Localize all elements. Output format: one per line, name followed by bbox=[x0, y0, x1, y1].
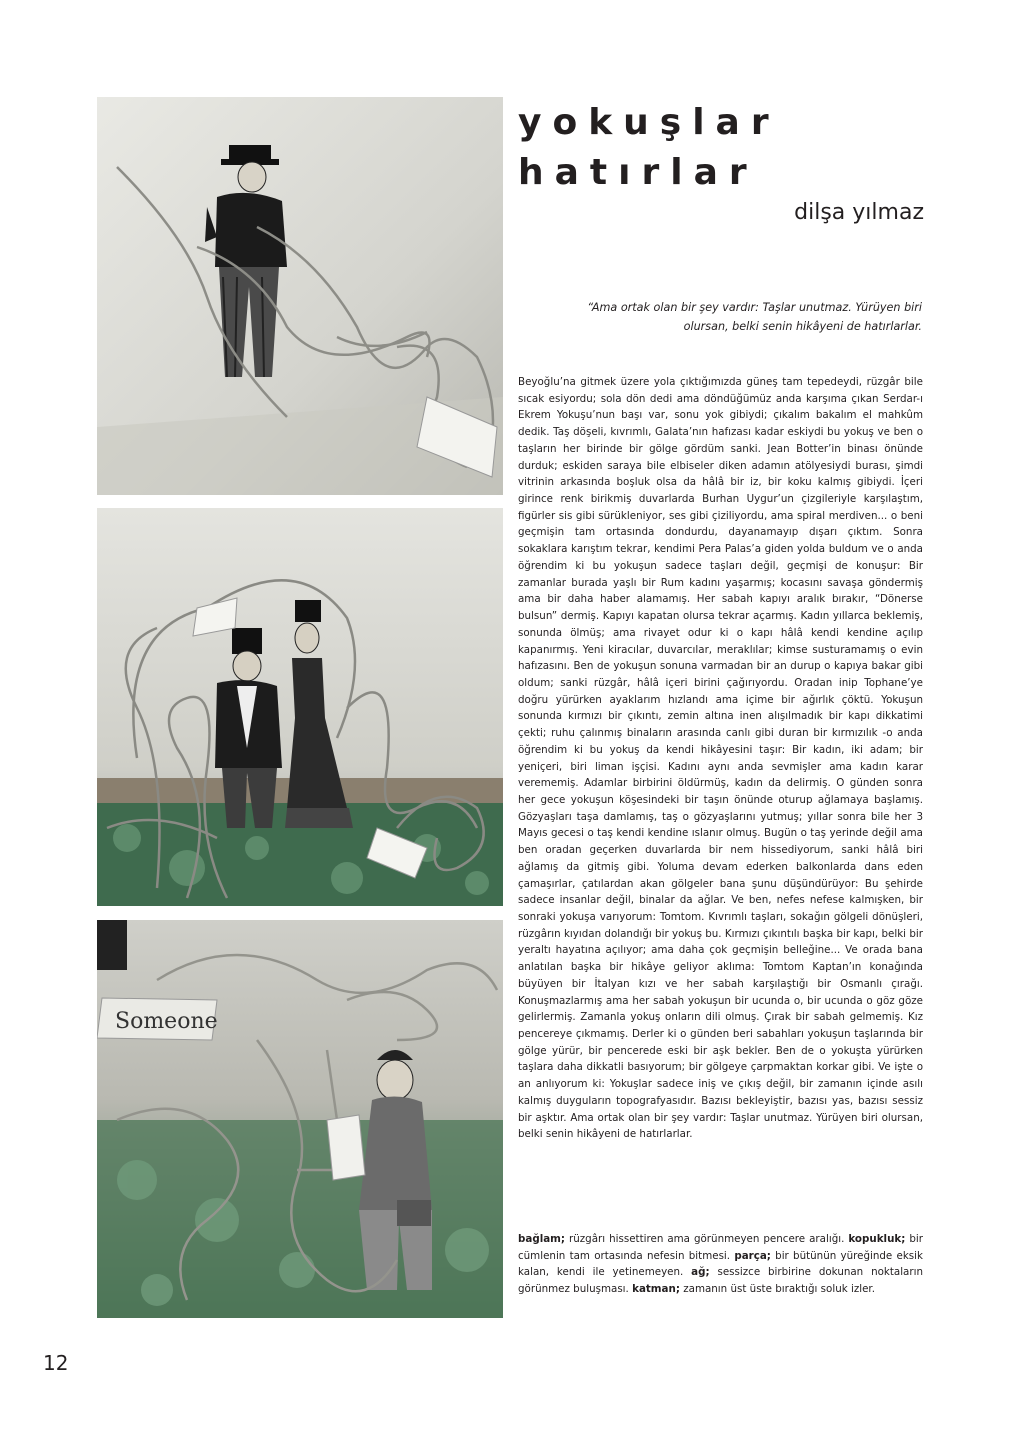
glossary-term: katman; bbox=[632, 1283, 680, 1296]
glossary-definition: bir bütünün yüreğinde eksik kalan, kendi ile yetinemeyen. bbox=[518, 1249, 923, 1279]
glossary-term: kopukluk; bbox=[848, 1233, 906, 1245]
article-title-line2: hatırlar bbox=[518, 152, 758, 193]
author-name: dilşa yılmaz bbox=[794, 200, 924, 225]
epigraph-quote: “Ama ortak olan bir şey vardır: Taşlar unutmaz. Yürüyen biri olursan, belki senin hikâyeni de hatırlarlar. bbox=[587, 301, 922, 333]
glossary-definition: rüzgârı hissettiren ama görünmeyen pencere aralığı. bbox=[565, 1233, 849, 1245]
glossary-term: bağlam; bbox=[518, 1233, 566, 1245]
glossary-term: parça; bbox=[734, 1249, 771, 1262]
page-number: 12 bbox=[43, 1351, 69, 1375]
glossary bbox=[518, 1231, 923, 1298]
glossary-definition: bir cümlenin tam ortasında nefesin bitmesi. bbox=[518, 1233, 924, 1262]
photo-wire-figure-someone bbox=[97, 920, 503, 1318]
photo-wire-figure-gentleman bbox=[97, 97, 503, 495]
article-body: Beyoğlu’na gitmek üzere yola çıktığımızda güneş tam tepedeydi, rüzgâr bile sıcak esiyordu; sola dön dedi ama döndüğümüz anda karşıma çıkan Serdar-ı Ekrem Yokuşu’nun başı var, sonu yok gibiydi; çıkalım bakalım el mahkûm dedik. Taş döşeli, kıvrımlı, Galata’nın hafızası kadar eskiydi bu yokuş ve ben o taşların her birinde bir gölge gördüm sanki. Jean Botter’in binası önünde durduk; eskiden saraya bile elbiseler diken adamın atölyesiydi burası, şimdi vitrinin arkasında boşluk olsa da hâlâ bir iz, bir koku kalmış gibiydi. İçeri girince renk birikmiş duvarlarda Burhan Uygur’un çizgileriyle karşılaştım, figürler sis gibi sürükleniyor, ses gibi çiziliyordu, ama spiral merdiven... o beni geçmişin tam ortasında dondurdu, dayanamayıp dışarı çıktım. Sonra sokaklara karıştım tekrar, kendimi Pera Palas’a giden yolda buldum ve o anda öğrendim ki bu yokuşun sadece taşları değil, geçmişi de konuşur: Bir zamanlar burada yaşlı bir Rum kadını yaşarmış; kocasını savaşa göndermiş ama bir daha haber alamamış. Her sabah kapıyı aralık bırakır, “Dönerse bulsun” dermiş. Kapıyı kapatan olursa tekrar açarmış. Kadın yıllarca beklemiş, sonunda ölmüş; ama rivayet odur ki o kapı hâlâ kendi kendine açılıp kapanırmış. Yeni kiracılar, duvarcılar, meraklılar; kimse susturamamış o evin hafızasını. Ben de yokuşun sonuna varmadan bir an durup o kapıya bakar gibi oldum; sanki rüzgâr, hâlâ içeri birini çağırıyordu. Oradan inip Tophane’ye doğru yürürken ayaklarım hızlandı ama içime bir ağırlık çöktü. Yokuşun sonunda kırmızı bir çıkıntı, zemin altına inen alışılmadık bir kapı dikkatimi çekti; ruhu çalınmış binaların arasında canlı gibi duran bir kırmızılık -o anda öğrendim ki bu yokuş da kendi hikâyesini taşır: Bir kadın, iki adam; bir yeniçeri, biri liman işçisi. Kadını aynı anda sevmişler ama kadın karar verememiş. Adamlar birbirini öldürmüş, kadın da delirmiş. O günden sonra her gece yokuşun köşesindeki bir taşın önünde oturup ağlamaya başlamış. Gözyaşları taşa damlamış, taş o gözyaşlarını yutmuş; yıllar sonra bile her 3 Mayıs gecesi o taş kendi kendine ıslanır olmuş. Bugün o taş yerinde değil ama ben oradan geçerken duvarlarda bir nem hissediyorum, sanki hâlâ biri ağlamış da gitmiş gibi. Yoluma devam ederken balkonlarda dans eden çamaşırlar, çatılardan akan gölgeler bana şunu düşündürüyor: Bu şehirde sadece insanlar değil, binalar da ağlar. Ve ben, nefes nefese kalmışken, bir sonraki yokuşa varıyorum: Tomtom. Kıvrımlı taşları, sokağın gölgeli dönüşleri, rüzgârın kıyıdan dolandığı bir yokuş bu. Kırmızı çıkıntılı başka bir kapı, belki bir yeraltı hayatına açılıyor; ama daha çok geçmişin belleğine... Ve orada bana anlatılan başka bir hikâye geliyor aklıma: Tomtom Kaptan’ın konağında büyüyen bir İtalyan kızı ve her sabah karşılaştığı bir Osmanlı çırağı. Konuşmazlarmış ama her sabah yokuşun bir ucunda o, bir ucunda o göz göze gelirlermiş. Zamanla yokuş onların dili olmuş. Çırak bir sabah gelmemiş. Kız pencereye çıkmamış. Derler ki o günden beri sabahları yokuşun taşlarında bir gölge yürür, bir pencerede eski bir aşk bekler. Ben de o yokuşta yürürken taşlara daha dikkatli basıyorum; bir gölgeye çarpmaktan korkar gibi. Ve işte o an anlıyorum ki: Yokuşlar sadece iniş ve çıkış değil, bir zamanın içinde asılı kalmış duyguların topografyasıdır. Bazısı bekleyiştir, bazısı yas, bazısı sessiz bir aşktır. Ama ortak olan bir şey vardır: Taşlar unutmaz. Yürüyen biri olursan, belki senin hikâyeni de hatırlarlar. bbox=[518, 376, 923, 1141]
article-title-line1: yokuşlar bbox=[518, 102, 780, 143]
tag-label-someone: Someone bbox=[115, 1009, 218, 1034]
glossary-definition: zamanın üst üste bıraktığı soluk izler. bbox=[679, 1283, 875, 1296]
glossary-term: ağ; bbox=[691, 1266, 710, 1279]
glossary-definition: sessizce birbirine dokunan noktaların görünmez buluşması. bbox=[518, 1266, 923, 1296]
photo-wire-figure-couple bbox=[97, 508, 503, 906]
